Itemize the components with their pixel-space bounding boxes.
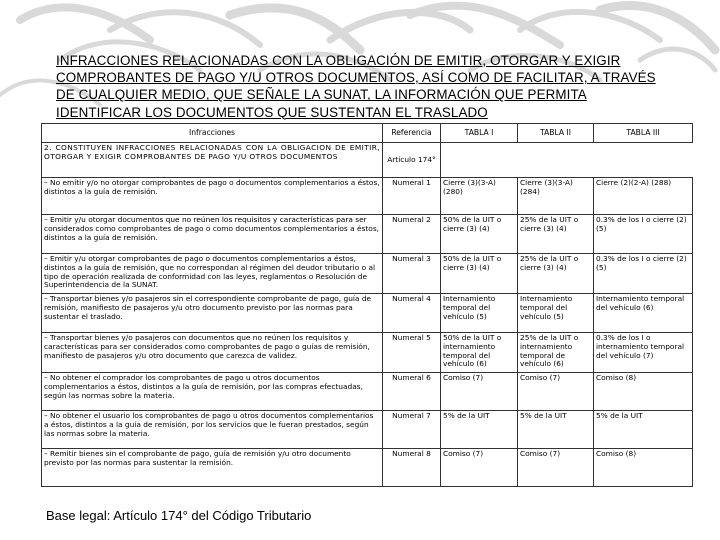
title-line-3: DE CUALQUIER MEDIO, QUE SEÑALE LA SUNAT, LA INFORMACIÓN QUE PERMITA — [56, 87, 587, 103]
row-8-tabla-iii: Comiso (8) — [594, 449, 693, 487]
row-1-reference: Numeral 1 — [383, 178, 441, 215]
row-7-tabla-i: 5% de la UIT — [441, 411, 518, 449]
row-5-tabla-ii: 25% de la UIT o internamiento temporal de vehículo (6) — [518, 333, 594, 373]
infractions-table — [41, 123, 693, 487]
header-tabla-ii: TABLA II — [518, 124, 594, 143]
row-3-description: – Emitir y/u otorgar comprobantes de pago o documentos complementarios a éstos, distintos a la guía de remisión, que no correspondan al régimen del deudor tributario o al tipo de operación realizada de conformidad con las leyes, reglamentos o Resolución de Superintendencia de la SUNAT. — [42, 254, 383, 294]
table-row — [42, 215, 693, 254]
section-row — [42, 143, 693, 178]
row-8-tabla-ii: Comiso (7) — [518, 449, 594, 487]
row-4-tabla-iii: Internamiento temporal del vehículo (6) — [594, 294, 693, 333]
row-2-tabla-iii: 0.3% de los I o cierre (2) (5) — [594, 215, 693, 254]
row-8-description: – Remitir bienes sin el comprobante de pago, guía de remisión y/u otro documento previsto por las normas para sustentar la remisión. — [42, 449, 383, 487]
row-6-reference: Numeral 6 — [383, 373, 441, 411]
title-line-4: IDENTIFICAR LOS DOCUMENTOS QUE SUSTENTAN EL TRASLADO — [56, 104, 488, 120]
title-line-1: INFRACCIONES RELACIONADAS CON LA OBLIGACIÓN DE EMITIR, OTORGAR Y EXIGIR — [56, 53, 621, 68]
row-3-tabla-iii: 0.3% de los I o cierre (2) (5) — [594, 254, 693, 294]
table-row — [42, 294, 693, 333]
table-row — [42, 178, 693, 215]
row-1-tabla-i: Cierre (3)(3-A) (280) — [441, 178, 518, 215]
row-3-tabla-ii: 25% de la UIT o cierre (3) (4) — [518, 254, 594, 294]
row-8-reference: Numeral 8 — [383, 449, 441, 487]
row-3-reference: Numeral 3 — [383, 254, 441, 294]
table-row — [42, 254, 693, 294]
row-1-description: – No emitir y/o no otorgar comprobantes de pago o documentos complementarios a éstos, distintos a la guía de remisión. — [42, 178, 383, 215]
title-line-2: COMPROBANTES DE PAGO Y/U OTROS DOCUMENTOS, ASÍ COMO DE FACILITAR, A TRAVÉS — [56, 70, 656, 86]
header-tabla-iii: TABLA III — [594, 124, 693, 143]
row-2-tabla-i: 50% de la UIT o cierre (3) (4) — [441, 215, 518, 254]
row-2-tabla-ii: 25% de la UIT o cierre (3) (4) — [518, 215, 594, 254]
row-2-reference: Numeral 2 — [383, 215, 441, 254]
row-6-tabla-i: Comiso (7) — [441, 373, 518, 411]
table-row — [42, 449, 693, 487]
legal-basis-footer: Base legal: Artículo 174° del Código Tributario — [46, 508, 312, 523]
header-referencia: Referencia — [383, 124, 441, 143]
row-4-description: – Transportar bienes y/o pasajeros sin el correspondiente comprobante de pago, guía de remisión, manifiesto de pasajeros y/u otro documento previsto por las normas para sustentar el traslado. — [42, 294, 383, 333]
header-infracciones: Infracciones — [42, 124, 383, 143]
page-title — [56, 52, 696, 121]
table-row — [42, 333, 693, 373]
row-5-tabla-i: 50% de la UIT o internamiento temporal del vehículo (6) — [441, 333, 518, 373]
row-6-tabla-iii: Comiso (8) — [594, 373, 693, 411]
row-1-tabla-iii: Cierre (2)(2-A) (288) — [594, 178, 693, 215]
table-row — [42, 373, 693, 411]
row-3-tabla-i: 50% de la UIT o cierre (3) (4) — [441, 254, 518, 294]
row-4-tabla-i: Internamiento temporal del vehículo (5) — [441, 294, 518, 333]
row-5-reference: Numeral 5 — [383, 333, 441, 373]
row-2-description: – Emitir y/u otorgar documentos que no reúnen los requisitos y características para ser considerados como comprobantes de pago o como documentos complementarios a éstos, distintos a la guía de remisión. — [42, 215, 383, 254]
row-5-description: – Transportar bienes y/o pasajeros con documentos que no reúnen los requisitos y características para ser considerados como comprobantes de pago o guías de remisión, manifiesto de pasajeros y/u otro documento que carezca de validez. — [42, 333, 383, 373]
section-reference: Artículo 174° — [383, 143, 441, 178]
row-7-reference: Numeral 7 — [383, 411, 441, 449]
row-6-tabla-ii: Comiso (7) — [518, 373, 594, 411]
row-8-tabla-i: Comiso (7) — [441, 449, 518, 487]
row-4-tabla-ii: Internamiento temporal del vehículo (5) — [518, 294, 594, 333]
row-7-tabla-iii: 5% de la UIT — [594, 411, 693, 449]
row-1-tabla-ii: Cierre (3)(3-A) (284) — [518, 178, 594, 215]
row-7-tabla-ii: 5% de la UIT — [518, 411, 594, 449]
row-4-reference: Numeral 4 — [383, 294, 441, 333]
section-title: 2. CONSTITUYEN INFRACCIONES RELACIONADAS CON LA OBLIGACION DE EMITIR, OTORGAR Y EXIGIR COMPROBANTES DE PAGO Y/U OTROS DOCUMENTOS — [42, 143, 383, 178]
header-tabla-i: TABLA I — [441, 124, 518, 143]
row-5-tabla-iii: 0.3% de los I o internamiento temporal del vehículo (7) — [594, 333, 693, 373]
row-7-description: – No obtener el usuario los comprobantes de pago u otros documentos complementarios a éstos, distintos a la guía de remisión, por los servicios que le fueran prestados, según las normas sobre la materia. — [42, 411, 383, 449]
table-header-row — [42, 124, 693, 143]
table-row — [42, 411, 693, 449]
row-6-description: – No obtener el comprador los comprobantes de pago u otros documentos complementarios a éstos, distintos a la guía de remisión, por las compras efectuadas, según las normas sobre la materia. — [42, 373, 383, 411]
